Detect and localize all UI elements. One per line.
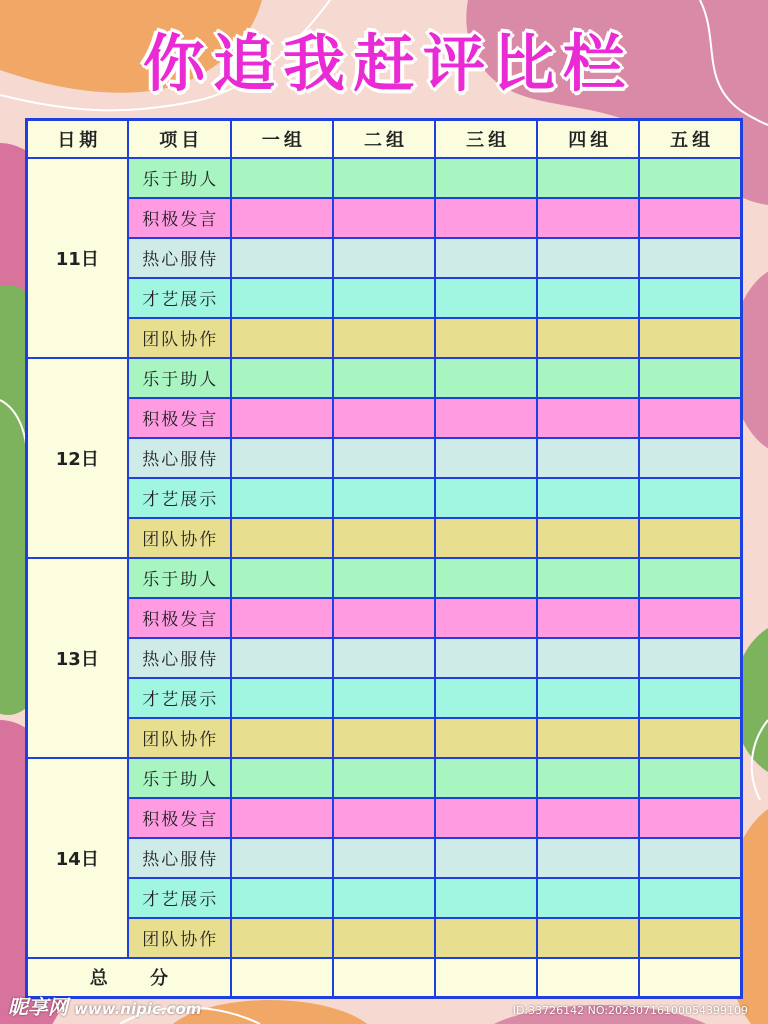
total-label: 总 分	[27, 958, 231, 998]
score-cell-group-2	[333, 798, 435, 838]
score-cell-group-2	[333, 598, 435, 638]
score-cell-group-3	[435, 518, 537, 558]
score-cell-group-2	[333, 278, 435, 318]
table-row	[27, 158, 742, 198]
score-cell-group-3	[435, 198, 537, 238]
watermark-id: ID:33726142 NO:20230716100054399109	[512, 1004, 748, 1017]
score-cell-group-1	[231, 918, 333, 958]
table-row	[27, 918, 742, 958]
score-cell-group-3	[435, 718, 537, 758]
score-cell-group-2	[333, 558, 435, 598]
score-cell-group-2	[333, 878, 435, 918]
item-cell: 才艺展示	[128, 678, 231, 718]
score-cell-group-5	[639, 598, 741, 638]
score-cell-group-3	[435, 398, 537, 438]
score-cell-group-1	[231, 838, 333, 878]
score-cell-group-2	[333, 758, 435, 798]
page-title: 你追我赶评比栏	[142, 27, 633, 100]
table-row	[27, 518, 742, 558]
score-cell-group-3	[435, 918, 537, 958]
table-row	[27, 718, 742, 758]
item-cell: 热心服侍	[128, 238, 231, 278]
score-cell-group-5	[639, 398, 741, 438]
table-row	[27, 838, 742, 878]
score-cell-group-5	[639, 278, 741, 318]
score-cell-group-4	[537, 318, 639, 358]
score-cell-group-3	[435, 758, 537, 798]
item-cell: 团队协作	[128, 918, 231, 958]
score-cell-group-5	[639, 918, 741, 958]
score-cell-group-2	[333, 518, 435, 558]
date-cell: 12日	[27, 358, 128, 558]
score-cell-group-1	[231, 718, 333, 758]
score-cell-group-1	[231, 598, 333, 638]
score-cell-group-2	[333, 358, 435, 398]
table-row	[27, 238, 742, 278]
item-cell: 乐于助人	[128, 558, 231, 598]
score-cell-group-4	[537, 558, 639, 598]
table-row	[27, 478, 742, 518]
score-cell-group-1	[231, 558, 333, 598]
item-cell: 团队协作	[128, 718, 231, 758]
score-cell-group-1	[231, 798, 333, 838]
score-cell-group-3	[435, 678, 537, 718]
score-table	[25, 118, 743, 999]
score-cell-group-1	[231, 398, 333, 438]
score-cell-group-2	[333, 238, 435, 278]
table-body	[27, 158, 742, 958]
score-cell-group-4	[537, 238, 639, 278]
score-cell-group-1	[231, 678, 333, 718]
table-row	[27, 798, 742, 838]
score-cell-group-1	[231, 478, 333, 518]
score-cell-group-4	[537, 518, 639, 558]
score-cell-group-5	[639, 718, 741, 758]
score-cell-group-4	[537, 158, 639, 198]
header-group-5: 五组	[639, 120, 741, 158]
item-cell: 才艺展示	[128, 278, 231, 318]
score-cell-group-4	[537, 198, 639, 238]
header-group-2: 二组	[333, 120, 435, 158]
score-cell-group-5	[639, 838, 741, 878]
score-cell-group-4	[537, 918, 639, 958]
score-cell-group-1	[231, 438, 333, 478]
score-cell-group-4	[537, 438, 639, 478]
score-cell-group-5	[639, 878, 741, 918]
score-cell-group-1	[231, 318, 333, 358]
score-cell-group-1	[231, 278, 333, 318]
item-cell: 团队协作	[128, 318, 231, 358]
score-cell-group-5	[639, 318, 741, 358]
header-group-1: 一组	[231, 120, 333, 158]
score-cell-group-1	[231, 758, 333, 798]
item-cell: 热心服侍	[128, 438, 231, 478]
table-row	[27, 598, 742, 638]
score-cell-group-5	[639, 558, 741, 598]
score-cell-group-2	[333, 158, 435, 198]
score-cell-group-4	[537, 838, 639, 878]
score-cell-group-4	[537, 798, 639, 838]
table-row	[27, 358, 742, 398]
score-cell-group-2	[333, 318, 435, 358]
score-cell-group-4	[537, 398, 639, 438]
score-cell-group-1	[231, 358, 333, 398]
item-cell: 团队协作	[128, 518, 231, 558]
score-cell-group-3	[435, 638, 537, 678]
score-cell-group-2	[333, 678, 435, 718]
score-cell-group-5	[639, 758, 741, 798]
score-cell-group-2	[333, 478, 435, 518]
watermark-site-url: www.nipic.com	[74, 1000, 202, 1018]
table-row	[27, 398, 742, 438]
date-cell: 14日	[27, 758, 128, 958]
score-cell-group-1	[231, 158, 333, 198]
score-cell-group-2	[333, 838, 435, 878]
score-cell-group-4	[537, 878, 639, 918]
score-cell-group-4	[537, 678, 639, 718]
header-date: 日期	[27, 120, 128, 158]
date-cell: 13日	[27, 558, 128, 758]
score-cell-group-1	[231, 198, 333, 238]
header-row	[27, 120, 742, 158]
total-cell-group-4	[537, 958, 639, 998]
score-cell-group-3	[435, 598, 537, 638]
score-cell-group-2	[333, 198, 435, 238]
item-cell: 热心服侍	[128, 838, 231, 878]
score-cell-group-3	[435, 358, 537, 398]
total-cell-group-3	[435, 958, 537, 998]
score-cell-group-4	[537, 278, 639, 318]
item-cell: 积极发言	[128, 598, 231, 638]
table-row	[27, 278, 742, 318]
score-cell-group-4	[537, 718, 639, 758]
score-cell-group-5	[639, 358, 741, 398]
score-cell-group-3	[435, 438, 537, 478]
score-cell-group-5	[639, 438, 741, 478]
table-row	[27, 878, 742, 918]
score-cell-group-4	[537, 358, 639, 398]
watermark-site-name: 昵享网	[8, 995, 68, 1019]
score-cell-group-3	[435, 318, 537, 358]
header-group-4: 四组	[537, 120, 639, 158]
item-cell: 才艺展示	[128, 878, 231, 918]
score-cell-group-2	[333, 398, 435, 438]
score-cell-group-5	[639, 158, 741, 198]
score-cell-group-5	[639, 518, 741, 558]
score-cell-group-2	[333, 918, 435, 958]
score-cell-group-3	[435, 798, 537, 838]
score-cell-group-5	[639, 678, 741, 718]
score-cell-group-1	[231, 518, 333, 558]
date-cell: 11日	[27, 158, 128, 358]
score-cell-group-3	[435, 878, 537, 918]
table-row	[27, 758, 742, 798]
score-cell-group-4	[537, 638, 639, 678]
score-cell-group-2	[333, 638, 435, 678]
score-cell-group-4	[537, 478, 639, 518]
score-cell-group-3	[435, 558, 537, 598]
score-cell-group-3	[435, 838, 537, 878]
score-cell-group-5	[639, 638, 741, 678]
item-cell: 才艺展示	[128, 478, 231, 518]
table-row	[27, 198, 742, 238]
item-cell: 积极发言	[128, 398, 231, 438]
score-cell-group-3	[435, 478, 537, 518]
total-cell-group-5	[639, 958, 741, 998]
item-cell: 积极发言	[128, 198, 231, 238]
watermark-site	[8, 991, 201, 1020]
score-cell-group-1	[231, 878, 333, 918]
header-group-3: 三组	[435, 120, 537, 158]
score-cell-group-2	[333, 718, 435, 758]
score-cell-group-4	[537, 598, 639, 638]
table-row	[27, 678, 742, 718]
item-cell: 乐于助人	[128, 758, 231, 798]
score-cell-group-1	[231, 638, 333, 678]
table-row	[27, 318, 742, 358]
score-cell-group-5	[639, 798, 741, 838]
table-row	[27, 638, 742, 678]
score-cell-group-1	[231, 238, 333, 278]
item-cell: 热心服侍	[128, 638, 231, 678]
total-cell-group-1	[231, 958, 333, 998]
table-row	[27, 558, 742, 598]
score-cell-group-3	[435, 158, 537, 198]
item-cell: 乐于助人	[128, 358, 231, 398]
score-cell-group-5	[639, 198, 741, 238]
score-cell-group-3	[435, 238, 537, 278]
total-cell-group-2	[333, 958, 435, 998]
score-cell-group-4	[537, 758, 639, 798]
score-cell-group-3	[435, 278, 537, 318]
item-cell: 积极发言	[128, 798, 231, 838]
item-cell: 乐于助人	[128, 158, 231, 198]
score-cell-group-5	[639, 478, 741, 518]
score-cell-group-5	[639, 238, 741, 278]
table-row	[27, 438, 742, 478]
header-item: 项目	[128, 120, 231, 158]
score-cell-group-2	[333, 438, 435, 478]
